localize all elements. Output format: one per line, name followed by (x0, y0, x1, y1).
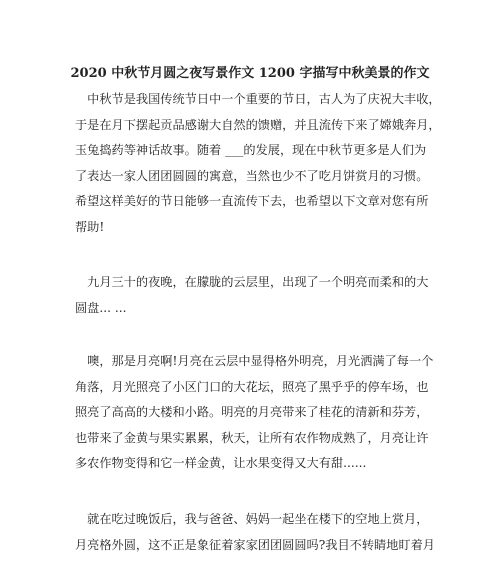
text-line: 就在吃过晚饭后，我与爸爸、妈妈一起坐在楼下的空地上赏月， (75, 512, 429, 526)
text-line: 也带来了金黄与果实累累，秋天，让所有农作物成熟了，月亮让许 (75, 430, 429, 445)
paragraph-night-sky (75, 270, 428, 321)
text-line: 中秋节是我国传统节日中一个重要的节日，古人为了庆祝大丰收， (75, 92, 441, 106)
text-line: 了表达一家人团团圆圆的寓意，当然也少不了吃月饼赏月的习惯。 (75, 168, 429, 183)
text-line: 于是在月下摆起贡品感谢大自然的馈赠，并且流传下来了嫦娥奔月， (75, 117, 441, 132)
text-line: 圆盘... ... (75, 300, 127, 315)
text-line: 噢，那是月亮啊!月亮在云层中显得格外明亮，月光洒满了每一个 (75, 354, 434, 368)
text-line: 角落，月光照亮了小区门口的大花坛，照亮了黑乎乎的停车场，也 (75, 379, 429, 394)
text-line: 玉兔捣药等神话故事。随着 ___的发展，现在中秋节更多是人们为 (75, 143, 427, 158)
text-line: 多农作物变得和它一样金黄，让水果变得又大有甜...... (75, 456, 367, 471)
text-line: 照亮了高高的大楼和小路。明亮的月亮带来了桂花的清新和芬芳， (75, 405, 429, 420)
text-line: 希望这样美好的节日能够一直流传下去，也希望以下文章对您有所 (75, 194, 429, 209)
text-line: 月亮格外圆，这不正是象征着家家团团圆圆吗?我目不转睛地盯着月 (75, 537, 435, 552)
text-line: 九月三十的夜晚，在朦胧的云层里，出现了一个明亮而柔和的大 (75, 275, 429, 289)
paragraph-moonlight (75, 349, 433, 477)
document-title: 2020 中秋节月圆之夜写景作文 1200 字描写中秋美景的作文 (70, 66, 430, 81)
paragraph-intro (75, 87, 441, 241)
text-line: 帮助! (75, 219, 105, 234)
paragraph-after-dinner (75, 507, 435, 558)
